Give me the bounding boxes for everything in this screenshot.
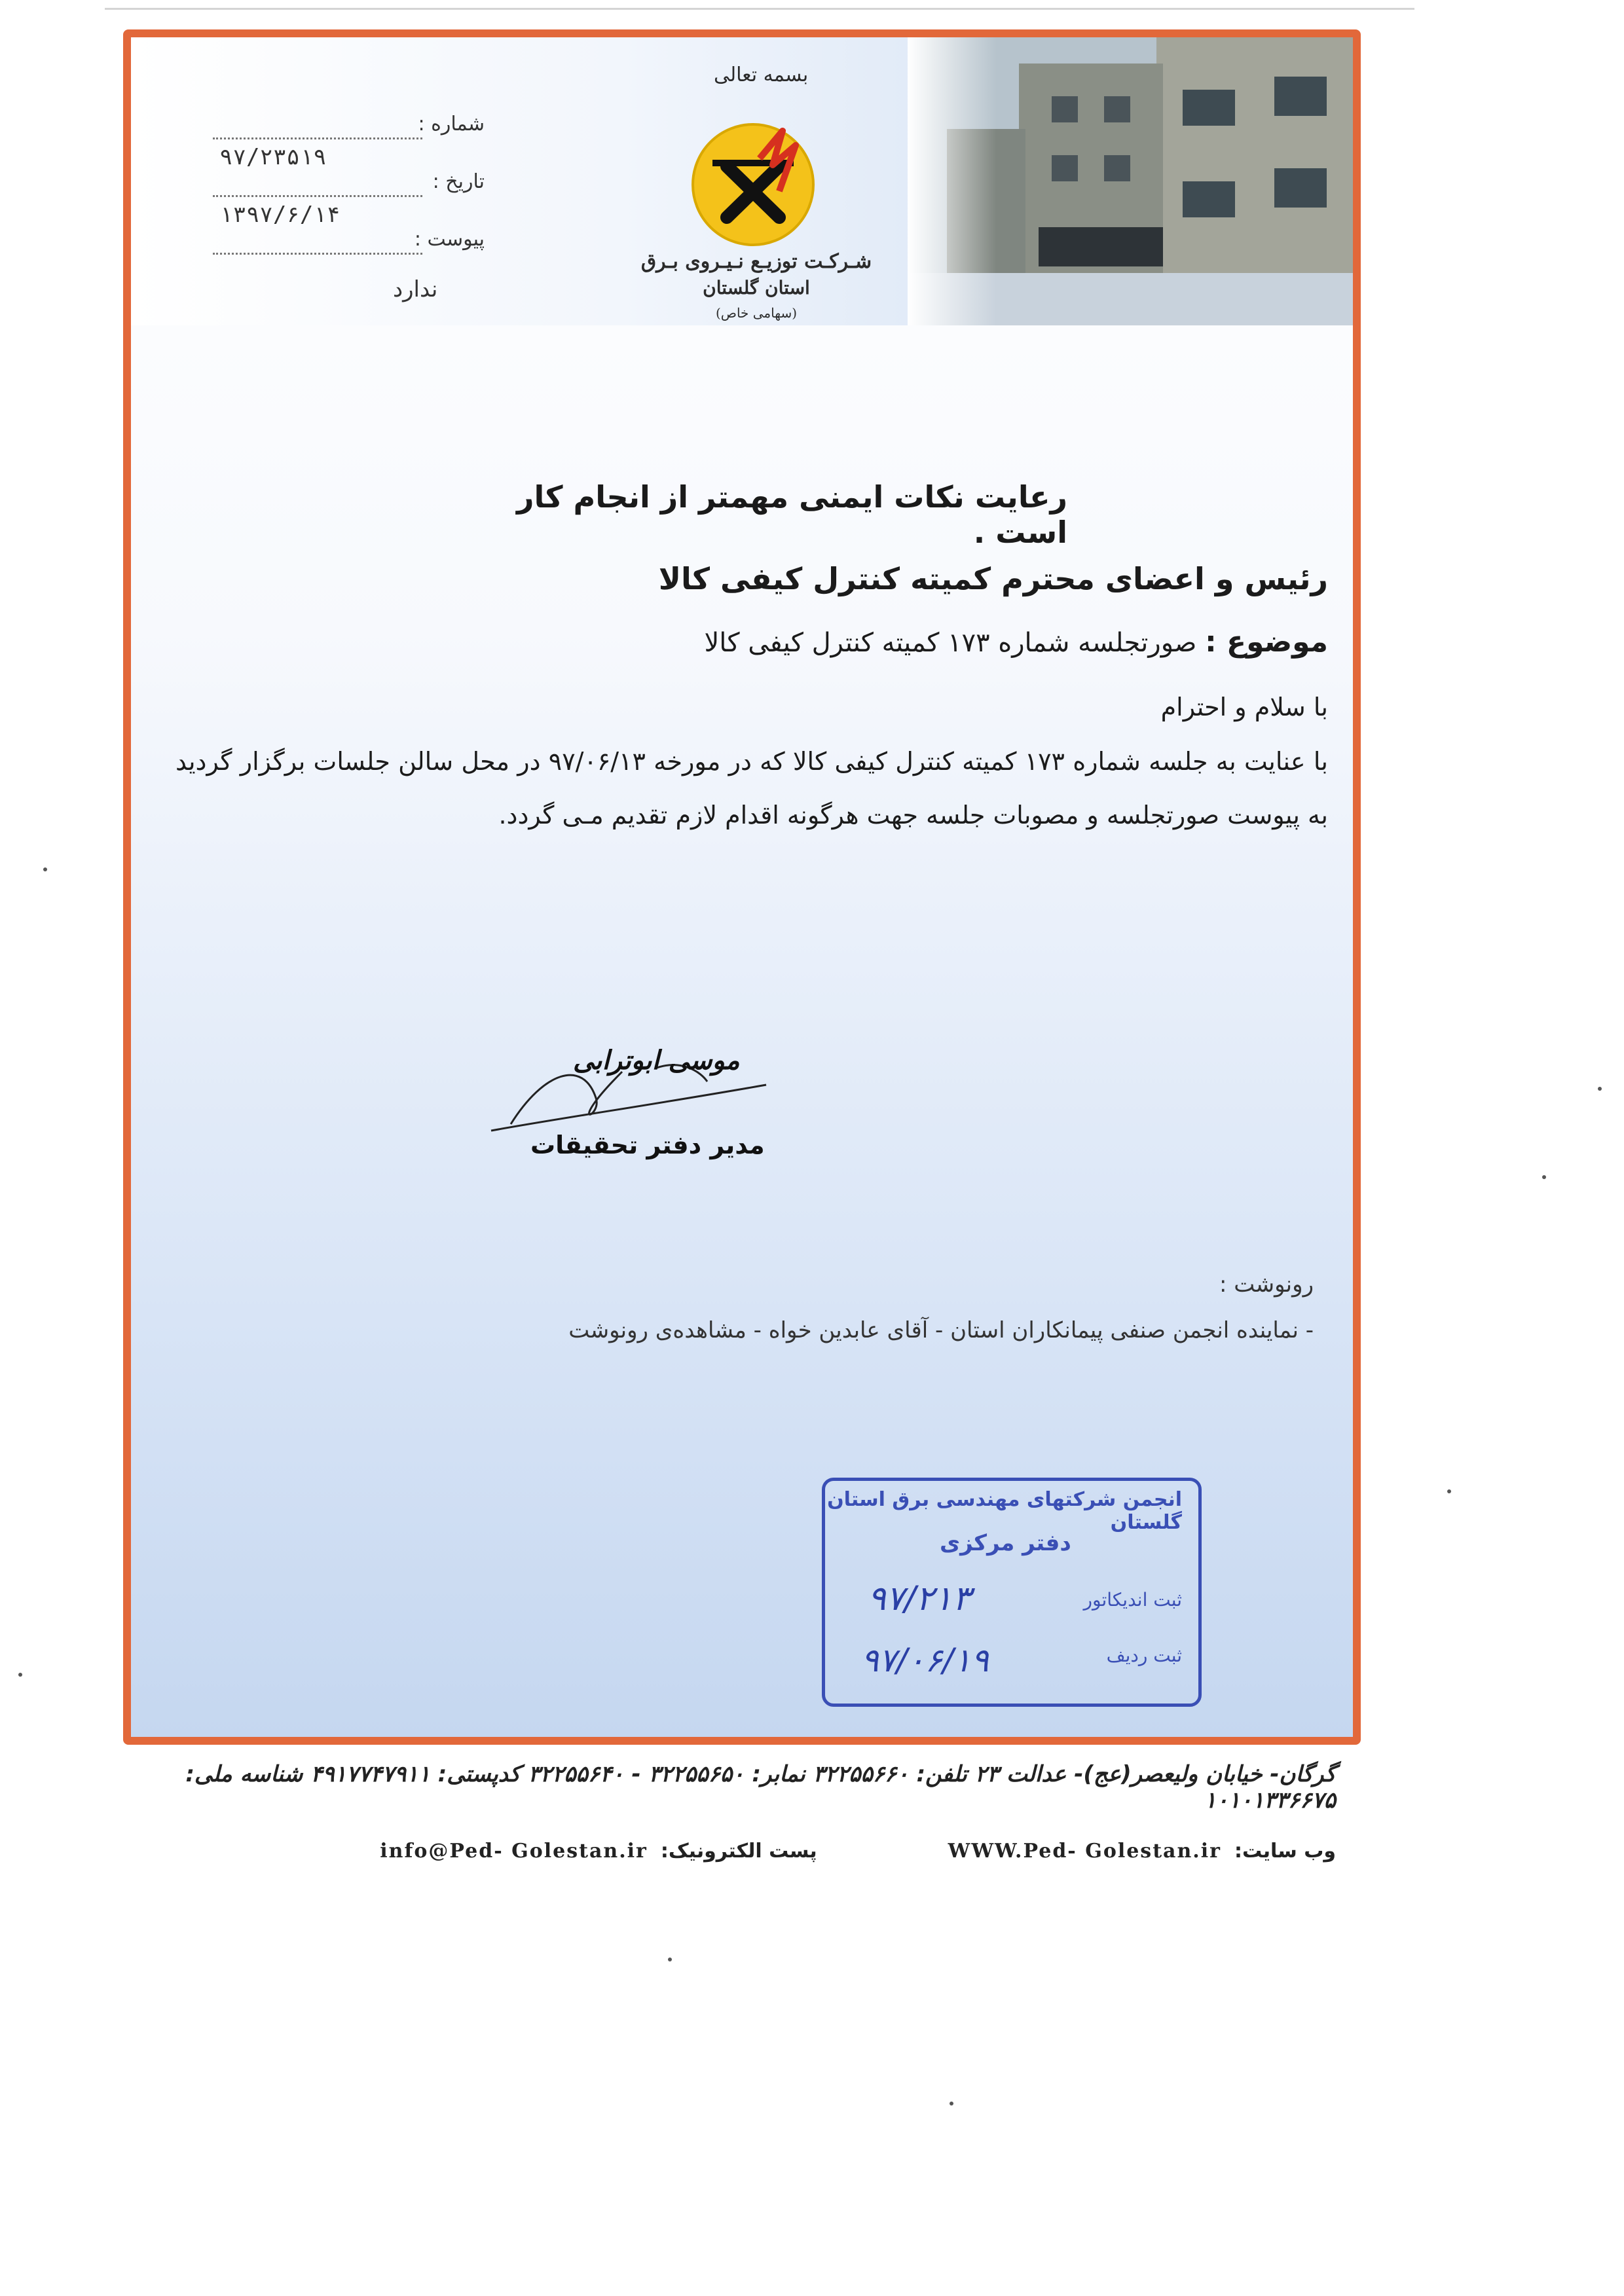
- bismillah: بسمه تعالی: [714, 64, 809, 86]
- company-type: (سهامی خاص): [715, 305, 798, 321]
- subject-line: [175, 625, 1328, 659]
- registration-stamp: [822, 1478, 1202, 1707]
- scan-speck: [18, 1673, 22, 1677]
- addressee: رئیس و اعضای محترم کمیته کنترل کیفی کالا: [658, 561, 1328, 596]
- scan-speck: [1598, 1087, 1602, 1091]
- letter-footer: [144, 1761, 1336, 1863]
- cc-block: [266, 1271, 1314, 1343]
- company-name: شـرکـت توزیـع نـیـروی بـرق: [640, 250, 872, 273]
- attachment-value: ندارد: [393, 276, 438, 302]
- stamp-indicator-label: ثبت اندیکاتور: [1083, 1589, 1182, 1611]
- cc-label: رونوشت :: [1219, 1271, 1314, 1298]
- date-dotted-line: [213, 195, 422, 197]
- signer-title: مدیر دفتر تحقیقات: [530, 1131, 765, 1159]
- stamp-indicator-value: ۹۷/۲۱۳: [868, 1579, 971, 1618]
- letter-header: [131, 37, 1353, 325]
- stamp-row-value: ۹۷/۰۶/۱۹: [861, 1641, 989, 1679]
- website-link[interactable]: WWW.Ped- Golestan.ir: [948, 1840, 1221, 1863]
- stamp-subtitle: دفتر مرکزی: [940, 1530, 1071, 1556]
- company-block: [602, 250, 910, 321]
- number-label: شماره :: [418, 113, 485, 136]
- signer-name: موسی ابوترابی: [573, 1046, 740, 1076]
- scan-speck: [1542, 1175, 1546, 1179]
- safety-slogan: رعایت نکات ایمنی مهمتر از انجام کار است .: [517, 479, 1067, 550]
- company-logo-icon: [688, 119, 819, 250]
- signature-block: [485, 1032, 786, 1203]
- email-label: پست الکترونیک:: [660, 1840, 817, 1863]
- date-row: [190, 170, 485, 228]
- footer-address: گرگان- خیابان ولیعصر(عج)- عدالت ۲۳ تلفن: ۳۲۲۵۵۶۶۰ نمابر: ۳۲۲۵۵۶۵۰ - ۳۲۲۵۵۶۴۰ کدپستی: ۴۹۱۷۷۴۷۹۱۱ شناسه ملی: ۱۰۱۰۱۳۳۶۶۷۵: [185, 1761, 1336, 1813]
- letter-meta: [190, 113, 485, 285]
- number-value: ۹۷/۲۳۵۱۹: [219, 144, 327, 170]
- scan-speck: [668, 1958, 672, 1961]
- subject-label: موضوع :: [1205, 625, 1328, 659]
- attachment-label: پیوست :: [414, 228, 485, 251]
- date-value: ۱۳۹۷/۶/۱۴: [219, 202, 341, 228]
- subject-text: صورتجلسه شماره ۱۷۳ کمیته کنترل کیفی کالا: [704, 628, 1197, 658]
- stamp-title: انجمن شرکتهای مهندسی برق استان گلستان: [827, 1488, 1182, 1534]
- number-row: [190, 113, 485, 170]
- website-pair: [948, 1840, 1336, 1863]
- body-paragraph: با عنایت به جلسه شماره ۱۷۳ کمیته کنترل کیفی کالا که در مورخه ۹۷/۰۶/۱۳ در محل سالن جلسات برگزار گردید به پیوست صورتجلسه و مصوبات جلسه جهت هرگونه اقدام لازم تقدیم مـی گردد.: [175, 747, 1328, 829]
- greeting: با سلام و احترام: [1160, 693, 1328, 721]
- stamp-row-label: ثبت ردیف: [1106, 1645, 1182, 1666]
- company-province: استان گلستان: [703, 277, 810, 299]
- attachment-row: [190, 228, 485, 285]
- attachment-dotted-line: [213, 253, 422, 255]
- date-label: تاریخ :: [432, 170, 485, 193]
- scan-speck: [43, 867, 47, 871]
- scan-speck: [1447, 1489, 1451, 1493]
- building-photo-image: [908, 37, 1353, 325]
- letter-body: [175, 561, 1328, 842]
- email-pair: [380, 1840, 817, 1863]
- cc-recipient: - نماینده انجمن صنفی پیمانکاران استان - آقای عابدین خواه - مشاهده‌ی رونوشت: [568, 1317, 1314, 1343]
- number-dotted-line: [213, 137, 422, 139]
- footer-contacts: [144, 1840, 1336, 1863]
- letterhead-page: [123, 29, 1361, 1745]
- email-link[interactable]: info@Ped- Golestan.ir: [380, 1840, 648, 1863]
- scan-top-line: [105, 8, 1414, 10]
- website-label: وب سایت:: [1234, 1840, 1336, 1863]
- scan-speck: [950, 2102, 953, 2105]
